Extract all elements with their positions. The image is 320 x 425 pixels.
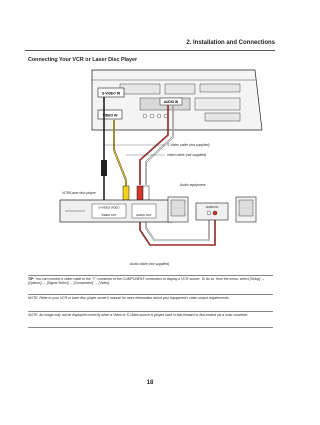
tip-text: You can connect a video cable to the "Y" connector of the COMPONENT connectors to display a VCR source. To do so, from the menu, select [Setup] → [Options] → [Signal Select] → [Component] → [Video]. — [28, 277, 265, 286]
note-rule — [28, 327, 273, 328]
note-rule — [28, 275, 273, 276]
note2-text: An image may not be displayed correctly when a Video or S-Video source is played back in fast-forward or fast-rewind via a scan converter. — [39, 313, 249, 317]
player-audio-out: AUDIO OUT — [136, 213, 152, 217]
section-heading: 2. Installation and Connections — [186, 40, 275, 46]
caption-audio-equipment: Audio equipment — [180, 183, 206, 187]
caption-player: VCR/Laser disc player — [62, 191, 96, 195]
caption-video-cable: Video cable (not supplied) — [167, 153, 207, 157]
projector-svideo-label: S-VIDEO IN — [101, 91, 121, 96]
player-out-label: S-VIDEO VIDEO — [98, 205, 120, 210]
caption-audio-cable: Audio cable (not supplied) — [130, 262, 170, 266]
projector-audio-label: AUDIO IN — [163, 100, 179, 104]
tip-block — [28, 277, 273, 286]
projector-rear-panel — [92, 70, 262, 130]
note-rule — [28, 294, 273, 295]
equipment-audio-in: AUDIO IN — [205, 205, 219, 209]
note-rule — [28, 311, 273, 312]
note2-label: NOTE: — [28, 313, 39, 317]
note-block-1 — [28, 296, 273, 300]
vcr-player — [60, 200, 172, 222]
note1-label: NOTE: — [28, 296, 39, 300]
page-title: Connecting Your VCR or Laser Disc Player — [28, 57, 138, 63]
caption-svideo-cable: S-Video cable (not supplied) — [167, 143, 210, 147]
note1-text: Refer to your VCR or laser disc player owner's manual for more information about your equipment's video output requirements. — [39, 296, 230, 300]
tip-label: TIP: — [28, 277, 35, 281]
audio-equipment — [168, 197, 256, 222]
page-number: 18 — [146, 380, 154, 386]
plugs — [101, 160, 149, 200]
player-video-out: VIDEO OUT — [101, 213, 117, 217]
note-block-2 — [28, 313, 273, 317]
projector-video-label: VIDEO IN — [102, 113, 118, 118]
